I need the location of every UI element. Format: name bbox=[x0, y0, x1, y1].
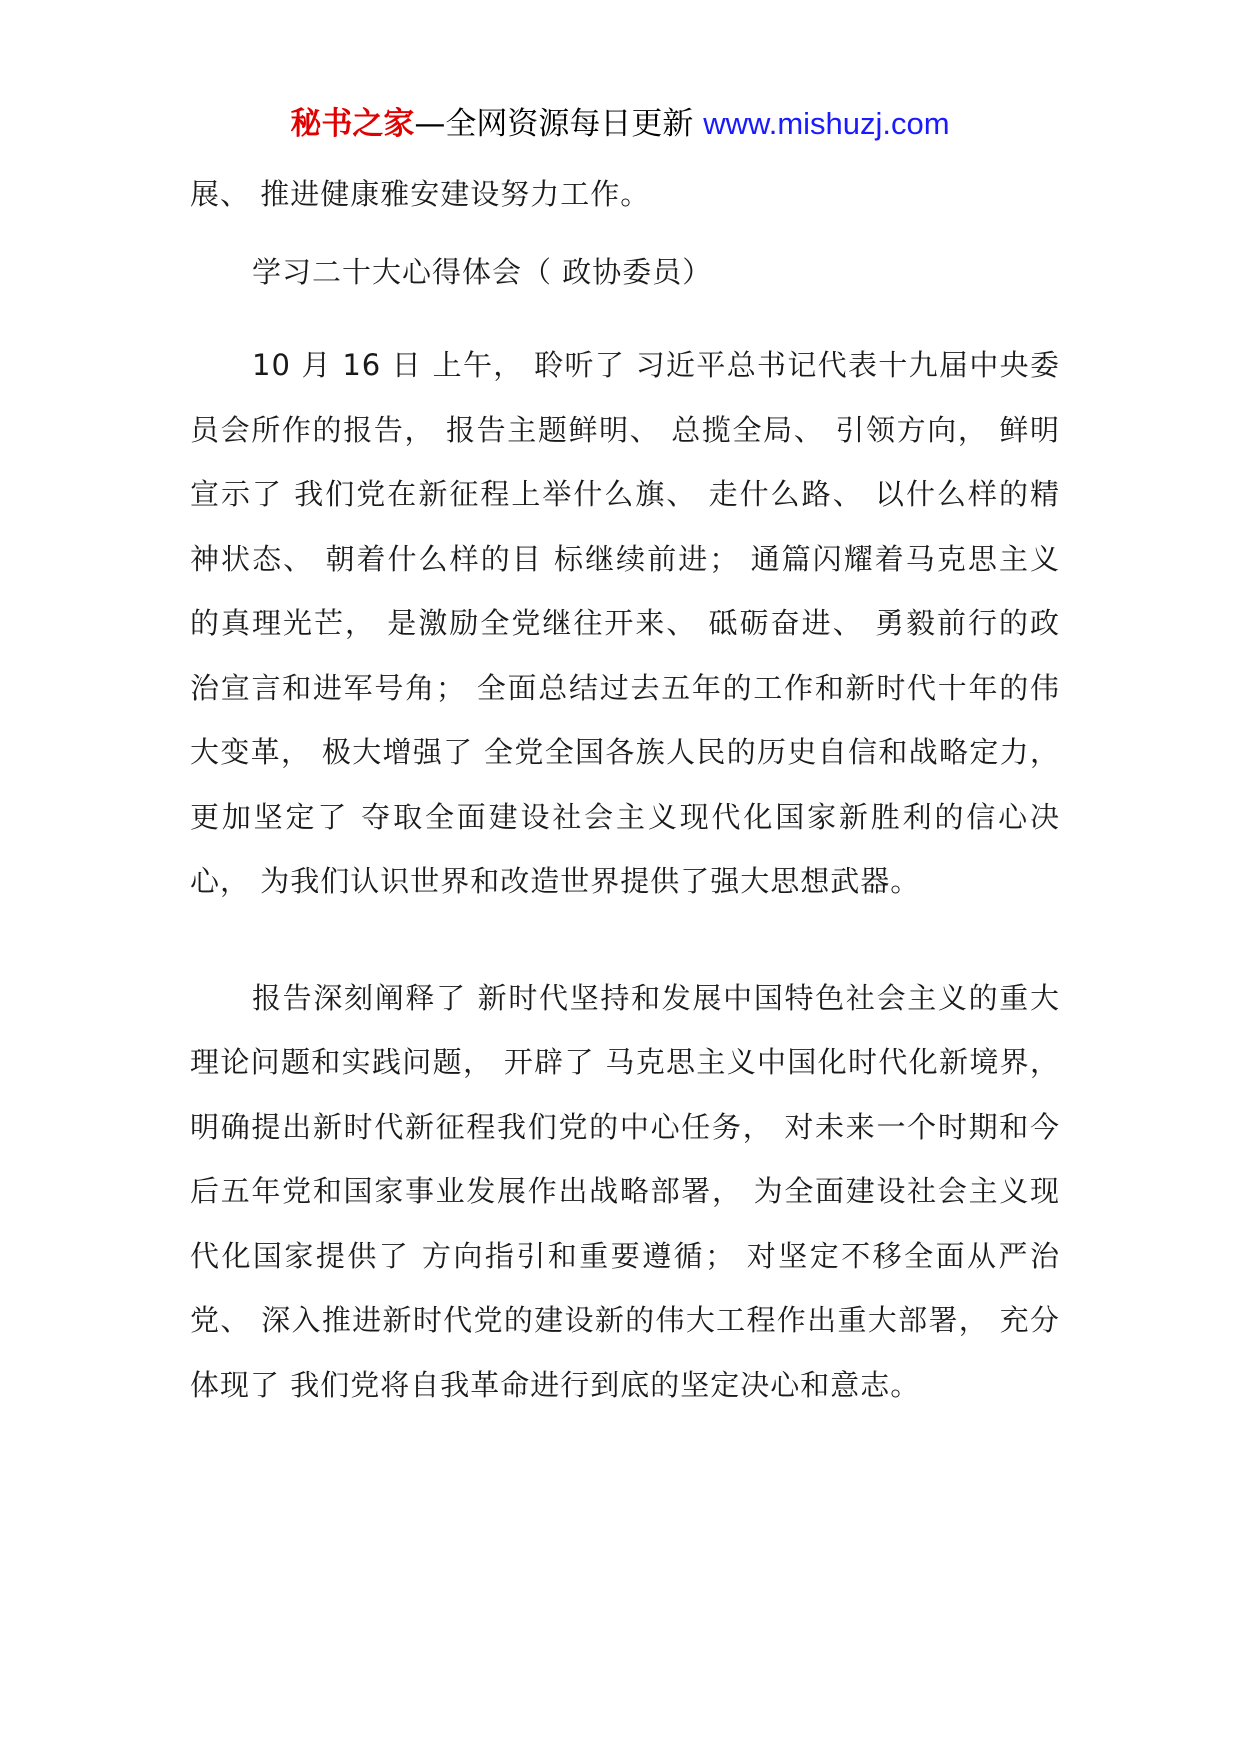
site-url-link[interactable]: www.mishuzj.com bbox=[703, 106, 950, 141]
body-paragraph: 报告深刻阐释了 新时代坚持和发展中国特色社会主义的重大理论问题和实践问题， 开辟了 马克思主义中国化时代化新境界， 明确提出新时代新征程我们党的中心任务， 对未来一个时期和今后五年党和国家事业发展作出战略部署， 为全面建设社会主义现代化国家提供了 方向指引和重要遵循； 对坚定不移全面从严治党、 深入推进新时代党的建设新的伟大工程作出重大部署， 充分体现了 我们党将自我革命进行到底的坚定决心和意志。 bbox=[190, 980, 1060, 1402]
body-paragraph: 10 月 16 日 上午， 聆听了 习近平总书记代表十九届中央委员会所作的报告， 报告主题鲜明、 总揽全局、 引领方向， 鲜明宣示了 我们党在新征程上举什么旗、 走什么路、 以什么样的精神状态、 朝着什么样的目 标继续前进； 通篇闪耀着马克思主义的真理光芒， 是激励全党继往开来、 砥砺奋进、 勇毅前行的政治宣言和进军号角； 全面总结过去五年的工作和新时代十年的伟大变革， 极大增强了 全党全国各族人民的历史自信和战略定力， 更加坚定了 夺取全面建设社会主义现代化国家新胜利的信心决心， 为我们认识世界和改造世界提供了强大思想武器。 bbox=[190, 348, 1060, 898]
continuation-text: 展、 推进健康雅安建设努力工作。 bbox=[190, 177, 651, 211]
document-body bbox=[190, 162, 1060, 1417]
section-title: 学习二十大心得体会（ 政协委员） bbox=[252, 254, 713, 289]
header-slogan: —全网资源每日更新 bbox=[414, 106, 704, 142]
brand-name: 秘书之家 bbox=[290, 106, 415, 142]
site-header bbox=[0, 96, 1240, 152]
